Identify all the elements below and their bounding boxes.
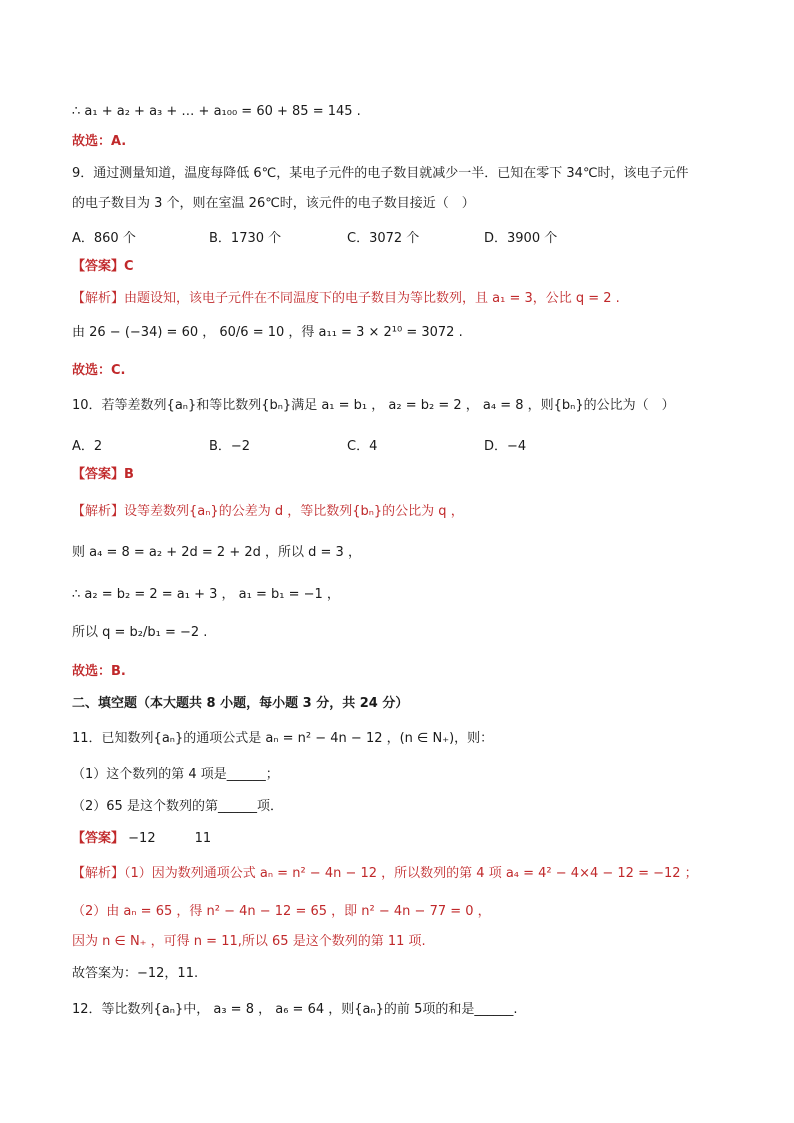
q10-explanation-2: 则 a₄ = 8 = a₂ + 2d = 2 + 2d ，所以 d = 3 ， [72,545,361,560]
q9-option-c: C．3072 个 [347,231,420,246]
q11-answer-values: −12 11 [128,831,212,846]
q11-answer [72,830,211,848]
q9-option-b: B．1730 个 [209,231,282,246]
question-12: 12．等比数列{aₙ}中， a₃ = 8 ， a₆ = 64 ，则{aₙ}的前 5项的和是______. [72,1002,518,1017]
q11-explanation-3: 因为 n ∈ N₊ ，可得 n = 11,所以 65 是这个数列的第 11 项. [72,934,426,949]
q9-option-d: D．3900 个 [484,231,558,246]
q9-explanation-1: 【解析】由题设知，该电子元件在不同温度下的电子数目为等比数列，且 a₁ = 3，公比 q = 2 . [72,291,620,306]
q10-answer: 【答案】B [72,467,134,482]
q11-explanation-1: 【解析】（1）因为数列通项公式 aₙ = n² − 4n − 12 ，所以数列的第 4 项 a₄ = 4² − 4×4 − 12 = −12 ； [72,866,698,881]
q10-explanation-1: 【解析】设等差数列{aₙ}的公差为 d ，等比数列{bₙ}的公比为 q ， [72,504,464,519]
q10-option-b: B．−2 [209,439,251,454]
question-11-line-3: （2）65 是这个数列的第______项． [72,799,283,814]
q10-explanation-3: ∴ a₂ = b₂ = 2 = a₁ + 3 ， a₁ = b₁ = −1 ， [72,587,340,602]
q11-answer-label: 【答案】 [72,831,125,846]
question-11-line-1: 11．已知数列{aₙ}的通项公式是 aₙ = n² − 4n − 12 ，(n ∈ N₊)，则： [72,731,494,746]
q10-select: 故选：B. [72,664,126,679]
q9-option-a: A．860 个 [72,231,136,246]
select-answer-a: 故选：A. [72,134,127,149]
q10-option-c: C．4 [347,439,378,454]
section-2-heading: 二、填空题（本大题共 8 小题，每小题 3 分，共 24 分） [72,696,409,711]
question-9-line-2: 的电子数目为 3 个，则在室温 26℃时，该元件的电子数目接近（ ） [72,196,475,211]
question-9-line-1: 9．通过测量知道，温度每降低 6℃，某电子元件的电子数目就减少一半．已知在零下 34℃时，该电子元件 [72,166,689,181]
q11-explanation-2: （2）由 aₙ = 65 ，得 n² − 4n − 12 = 65 ，即 n² − 4n − 77 = 0 ， [72,904,491,919]
q11-final-answer: 故答案为：−12，11. [72,966,199,981]
q9-answer: 【答案】C [72,259,134,274]
q10-option-d: D．−4 [484,439,527,454]
sum-line: ∴ a₁ + a₂ + a₃ + … + a₁₀₀ = 60 + 85 = 145 . [72,104,361,119]
q9-explanation-2: 由 26 − (−34) = 60 ， 60/6 = 10 ，得 a₁₁ = 3 × 2¹⁰ = 3072 . [72,325,463,340]
question-11-line-2: （1）这个数列的第 4 项是______； [72,767,279,782]
q10-option-a: A．2 [72,439,103,454]
q9-select: 故选：C. [72,363,126,378]
q10-explanation-4: 所以 q = b₂/b₁ = −2 . [72,625,208,640]
question-10-line-1: 10．若等差数列{aₙ}和等比数列{bₙ}满足 a₁ = b₁ ， a₂ = b₂ = 2 ， a₄ = 8 ，则{bₙ}的公比为（ ） [72,398,675,413]
